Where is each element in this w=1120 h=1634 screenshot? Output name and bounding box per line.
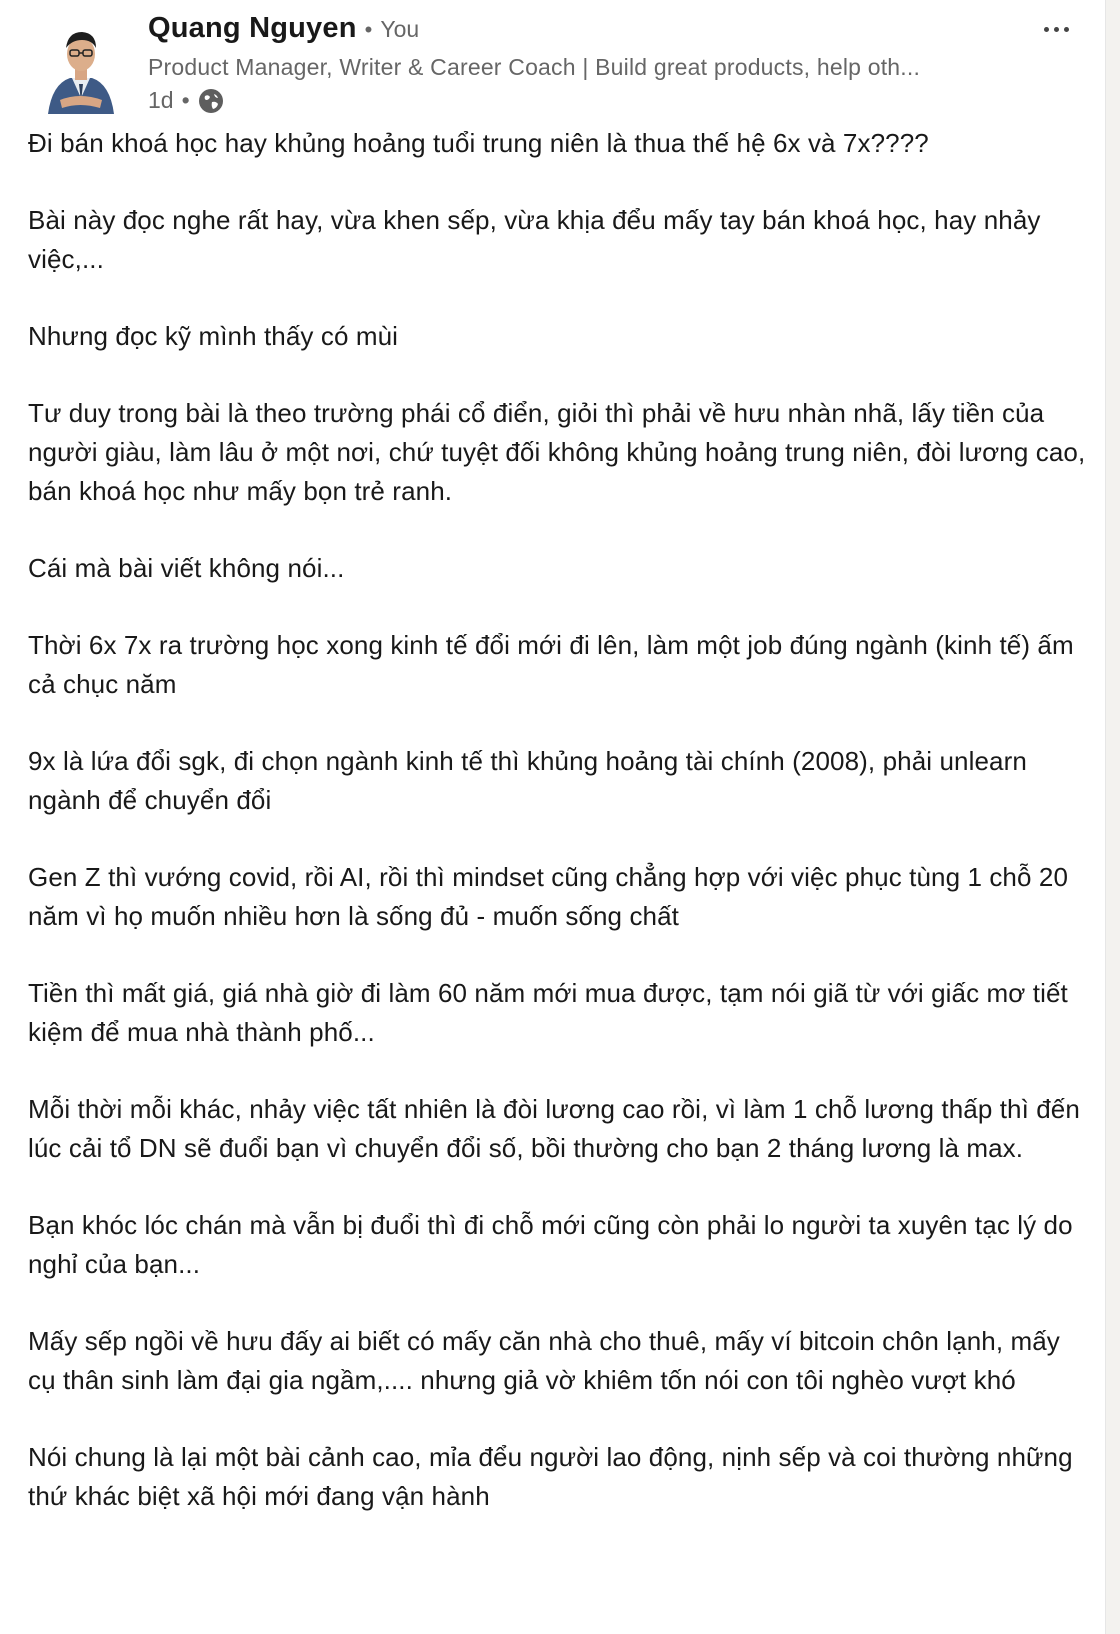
name-separator: • xyxy=(364,17,373,42)
more-options-button[interactable] xyxy=(1036,14,1076,44)
post-text xyxy=(28,124,1088,1554)
author-name-row xyxy=(148,12,1048,50)
post-paragraph: Thời 6x 7x ra trường học xong kinh tế đổi mới đi lên, làm một job đúng ngành (kinh tế) ấm cả chục năm xyxy=(28,630,1074,699)
author-name[interactable]: Quang Nguyen xyxy=(148,12,357,44)
more-horizontal-icon-dot-2 xyxy=(1054,27,1059,32)
more-horizontal-icon-dot-3 xyxy=(1064,27,1069,32)
post-meta xyxy=(148,87,1048,114)
post-paragraph: Mấy sếp ngồi về hưu đấy ai biết có mấy căn nhà cho thuê, mấy ví bitcoin chôn lạnh, mấy cụ thân sinh làm đại gia ngầm,.... nhưng giả vờ khiêm tốn nói con tôi nghèo vượt khó xyxy=(28,1326,1060,1395)
post-paragraph: Cái mà bài viết không nói... xyxy=(28,553,345,583)
post-paragraph: Tiền thì mất giá, giá nhà giờ đi làm 60 năm mới mua được, tạm nói giã từ với giấc mơ tiết kiệm để mua nhà thành phố... xyxy=(28,978,1068,1047)
post-paragraph: 9x là lứa đổi sgk, đi chọn ngành kinh tế thì khủng hoảng tài chính (2008), phải unlearn ngành để chuyển đổi xyxy=(28,746,1027,815)
globe-icon xyxy=(198,88,224,114)
post-paragraph: Mỗi thời mỗi khác, nhảy việc tất nhiên là đòi lương cao rồi, vì làm 1 chỗ lương thấp thì đến lúc cải tổ DN sẽ đuổi bạn vì chuyển đổi số, bồi thường cho bạn 2 tháng lương là max. xyxy=(28,1094,1080,1163)
post-header xyxy=(46,8,1086,118)
avatar[interactable] xyxy=(46,18,116,118)
meta-separator: • xyxy=(181,87,190,113)
relation-label: You xyxy=(380,16,420,42)
post-paragraph: Đi bán khoá học hay khủng hoảng tuổi trung niên là thua thế hệ 6x và 7x???? xyxy=(28,128,929,158)
avatar-image xyxy=(46,18,116,118)
more-horizontal-icon xyxy=(1044,27,1049,32)
post-time[interactable]: 1d xyxy=(148,87,174,113)
post-paragraph: Bạn khóc lóc chán mà vẫn bị đuổi thì đi chỗ mới cũng còn phải lo người ta xuyên tạc lý do nghỉ của bạn... xyxy=(28,1210,1073,1279)
post-paragraph: Nói chung là lại một bài cảnh cao, mỉa đểu người lao động, nịnh sếp và coi thường những thứ khác biệt xã hội mới đang vận hành xyxy=(28,1442,1073,1511)
post-paragraph: Gen Z thì vướng covid, rồi AI, rồi thì mindset cũng chẳng hợp với việc phục tùng 1 chỗ 20 năm vì họ muốn nhiều hơn là sống đủ - muốn sống chất xyxy=(28,862,1068,931)
post-paragraph: Tư duy trong bài là theo trường phái cổ điển, giỏi thì phải về hưu nhàn nhã, lấy tiền của người giàu, làm lâu ở một nơi, chứ tuyệt đối không khủng hoảng trung niên, đòi lương cao, bán khoá học như mấy bọn trẻ ranh. xyxy=(28,398,1086,506)
author-info xyxy=(148,12,1048,114)
author-headline: Product Manager, Writer & Career Coach | Build great products, help oth... xyxy=(148,54,921,80)
post-paragraph: Nhưng đọc kỹ mình thấy có mùi xyxy=(28,321,399,351)
scrollbar-track[interactable] xyxy=(1105,0,1120,1634)
post-paragraph: Bài này đọc nghe rất hay, vừa khen sếp, vừa khịa đểu mấy tay bán khoá học, hay nhảy việc,... xyxy=(28,205,1041,274)
